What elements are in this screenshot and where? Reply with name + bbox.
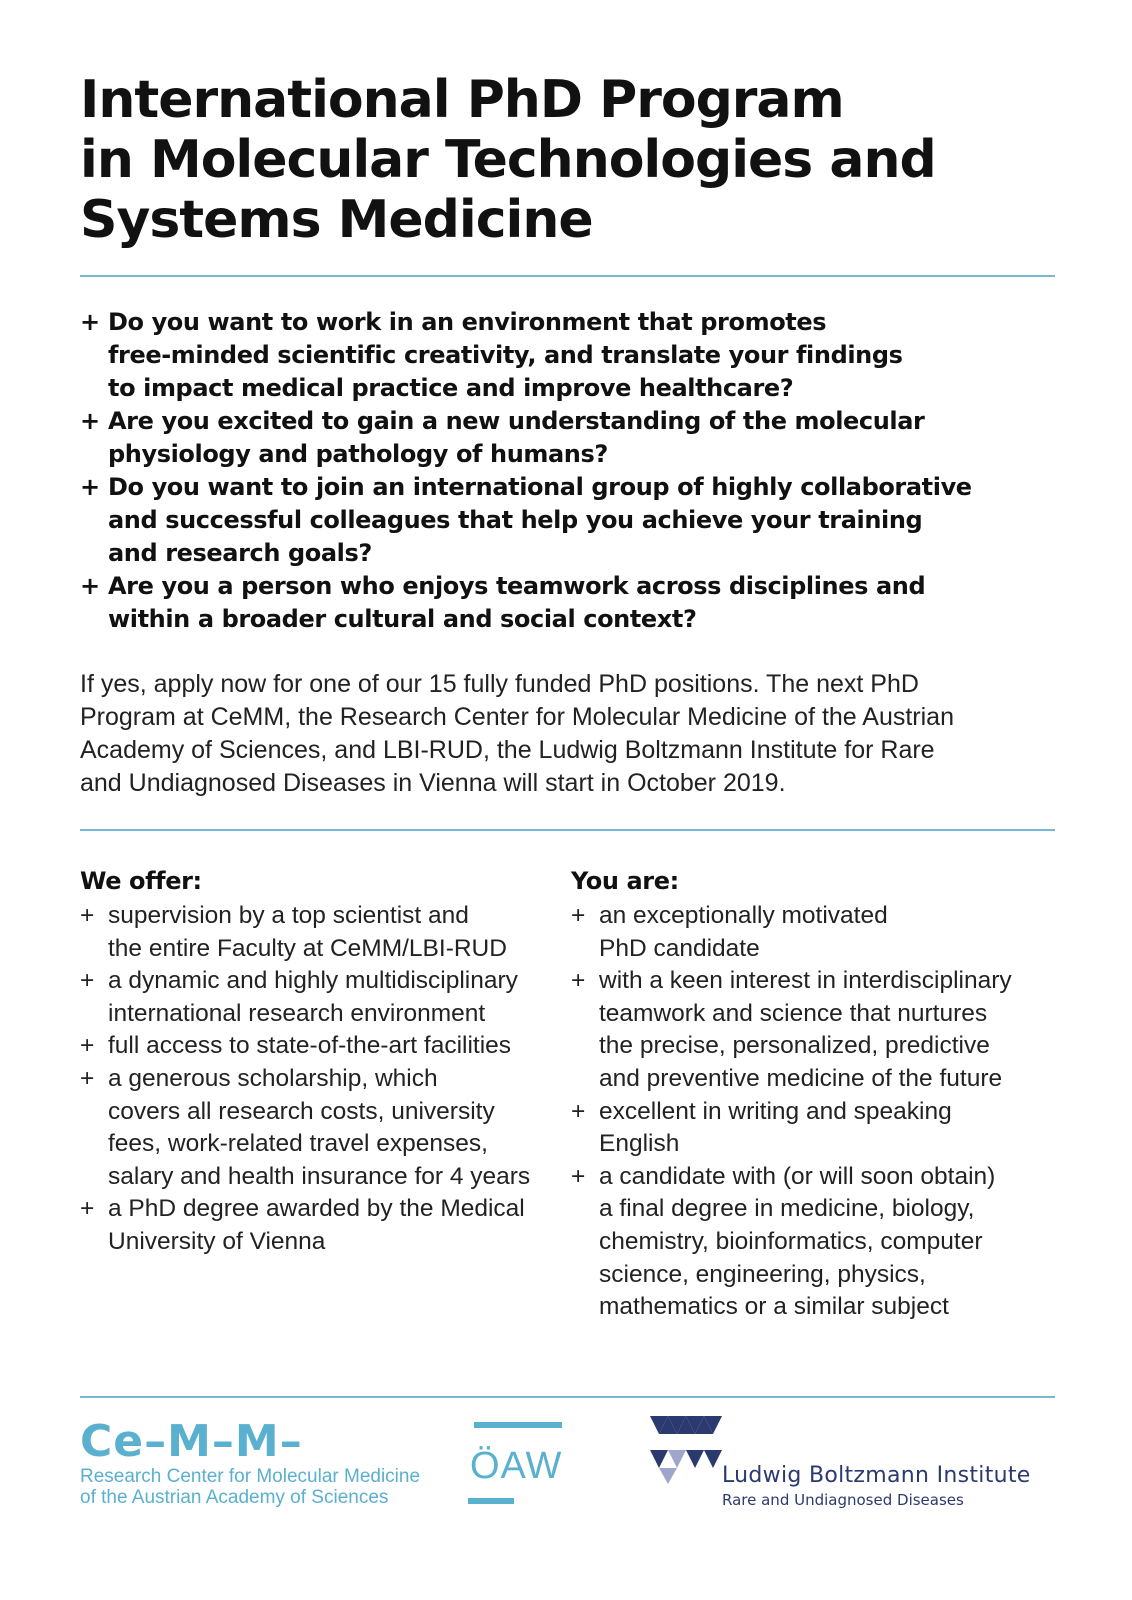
question-item: + Do you want to work in an environment that promotes free-minded scientific creativity, and translate your findings to impact medical practice and improve healthcare? [80,308,903,402]
lbi-logo [646,1412,1046,1522]
divider-top [80,275,1055,277]
question-item: + Are you excited to gain a new understanding of the molecular physiology and pathology of humans? [80,407,925,468]
oeaw-top-bar [474,1422,562,1428]
title-line: International PhD Program [80,70,844,130]
question-item: + Are you a person who enjoys teamwork across disciplines and within a broader cultural and social context? [80,572,926,633]
offer-column [80,866,550,1259]
offer-item: + a PhD degree awarded by the Medical University of Vienna [80,1195,525,1255]
offer-list [80,900,550,1259]
plus-icon: + [571,902,586,929]
offer-item: + supervision by a top scientist and the entire Faculty at CeMM/LBI-RUD [80,902,507,962]
offer-item: + a generous scholarship, which covers all research costs, university fees, work-related travel expenses, salary and health insurance for 4 years [80,1064,531,1190]
cemm-logo-subtitle: Research Center for Molecular Medicine of the Austrian Academy of Sciences [80,1466,421,1508]
divider-middle [80,829,1055,831]
lbi-name: Ludwig Boltzmann Institute [722,1463,1031,1488]
you-are-item: + with a keen interest in interdisciplinary teamwork and science that nurtures the precise, personalized, predictive and preventive medicine of the future [571,967,1012,1092]
plus-icon: + [80,473,100,501]
plus-icon: + [571,1097,586,1125]
oeaw-logo [468,1422,566,1508]
title-line: in Molecular Technologies and [80,130,936,190]
plus-icon: + [80,572,100,600]
plus-icon: + [80,967,95,995]
you-are-list [571,900,1071,1324]
offer-item: + full access to state-of-the-art facilities [80,1030,550,1063]
you-are-heading: You are: [571,867,679,895]
plus-icon: + [80,1195,95,1223]
cemm-logo-mark: Ce–M–M– [80,1416,303,1467]
plus-icon: + [80,1032,95,1060]
divider-bottom [80,1396,1055,1398]
question-list [80,306,1040,636]
plus-icon: + [80,1064,95,1092]
plus-icon: + [80,308,100,336]
oeaw-bottom-bar [468,1498,514,1504]
oeaw-logo-text: ÖAW [470,1445,563,1487]
plus-icon: + [571,967,586,995]
intro-paragraph: If yes, apply now for one of our 15 fully funded PhD positions. The next PhD Program at CeMM, the Research Center for Molecular Medicine of the Austrian Academy of Sciences, and LBI-RUD, the Ludwig Boltzmann Institute for Rare and Undiagnosed Diseases in Vienna will start in October 2019. [80,670,954,797]
you-are-item: + a candidate with (or will soon obtain) a final degree in medicine, biology, chemistry, bioinformatics, computer science, engineering, physics, mathematics or a similar subject [571,1162,996,1321]
plus-icon: + [571,1162,586,1190]
you-are-item: + an exceptionally motivated PhD candidate [571,902,888,962]
plus-icon: + [80,407,100,435]
page-title [80,70,1060,250]
lbi-triangle-icon [646,1414,726,1484]
question-item: + Do you want to join an international group of highly collaborative and successful colleagues that help you achieve your training and research goals? [80,473,972,567]
lbi-logo-text [722,1462,1031,1510]
plus-icon: + [80,902,95,929]
title-line: Systems Medicine [80,190,593,250]
cemm-logo [80,1418,420,1508]
you-are-item: + excellent in writing and speaking English [571,1097,952,1158]
lbi-subtitle: Rare and Undiagnosed Diseases [722,1491,964,1509]
you-are-column [571,866,1071,1324]
offer-item: + a dynamic and highly multidisciplinary international research environment [80,967,518,1027]
offer-heading: We offer: [80,867,202,895]
